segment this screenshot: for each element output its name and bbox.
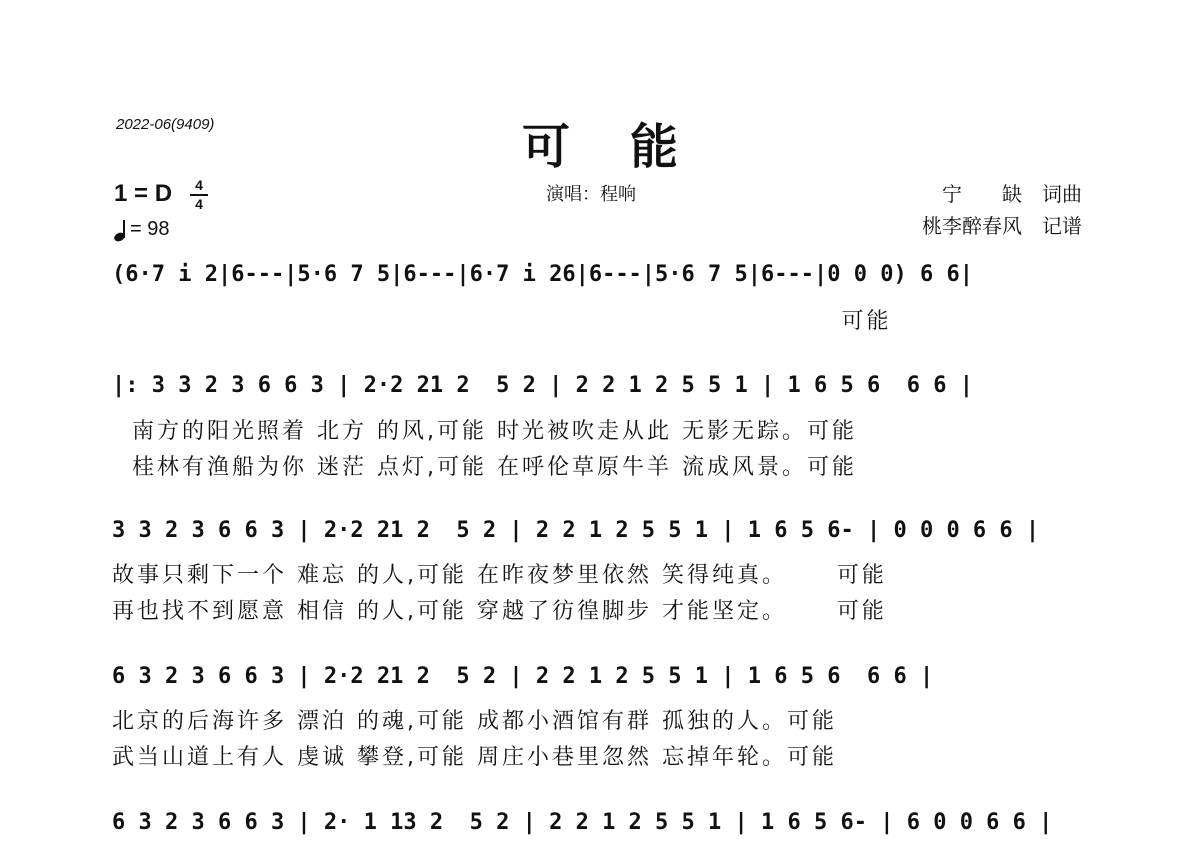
notation-line-1: |: 3 3 2 3 6 6 3 | 2·2 21 2 5 2 | 2 2 1 2 5 5 1 | 1 6 5 6 6 6 |	[112, 373, 973, 398]
lyric-line-3-verse-2: 武当山道上有人 虔诚 攀登,可能 周庄小巷里忽然 忘掉年轮。可能	[112, 745, 837, 770]
notation-line-2: 3 3 2 3 6 6 3 | 2·2 21 2 5 2 | 2 2 1 2 5 5 1 | 1 6 5 6- | 0 0 0 6 6 |	[112, 518, 1040, 543]
lyric-line-1-verse-1: 南方的阳光照着 北方 的风,可能 时光被吹走从此 无影无踪。可能	[112, 419, 857, 444]
tempo-value: = 98	[130, 218, 170, 240]
catalog-number: 2022-06(9409)	[116, 116, 215, 133]
tempo-marking	[114, 218, 169, 241]
lyric-line-3-verse-1: 北京的后海许多 漂泊 的魂,可能 成都小酒馆有群 孤独的人。可能	[112, 709, 837, 734]
time-signature-bottom: 4	[195, 196, 203, 212]
time-signature-top: 4	[195, 177, 203, 193]
notation-line-3: 6 3 2 3 6 6 3 | 2·2 21 2 5 2 | 2 2 1 2 5 5 1 | 1 6 5 6 6 6 |	[112, 664, 934, 689]
lyric-line-2-verse-1: 故事只剩下一个 难忘 的人,可能 在昨夜梦里依然 笑得纯真。 可能	[112, 563, 887, 588]
key-signature: 1 = D	[114, 180, 173, 207]
time-signature	[190, 178, 208, 212]
song-title-text: 可能	[521, 119, 738, 175]
transcriber-credit: 桃李醉春风 记谱	[922, 214, 1082, 238]
lyric-line-intro: 可能	[112, 309, 892, 334]
quarter-note-icon	[114, 219, 130, 241]
lyric-line-1-verse-2: 桂林有渔船为你 迷茫 点灯,可能 在呼伦草原牛羊 流成风景。可能	[112, 455, 857, 480]
notation-line-4: 6 3 2 3 6 6 3 | 2· 1 13 2 5 2 | 2 2 1 2 5 5 1 | 1 6 5 6- | 6 0 0 6 6 |	[112, 810, 1053, 835]
singer-credit: 演唱：程响	[546, 184, 636, 205]
lyric-line-2-verse-2: 再也找不到愿意 相信 的人,可能 穿越了彷徨脚步 才能坚定。 可能	[112, 599, 887, 624]
composer-credit: 宁 缺 词曲	[942, 182, 1082, 206]
notation-line-intro: (6·7 i 2|6---|5·6 7 5|6---|6·7 i 26|6---|5·6 7 5|6---|0 0 0) 6 6|	[112, 262, 973, 287]
song-title	[0, 108, 1200, 177]
